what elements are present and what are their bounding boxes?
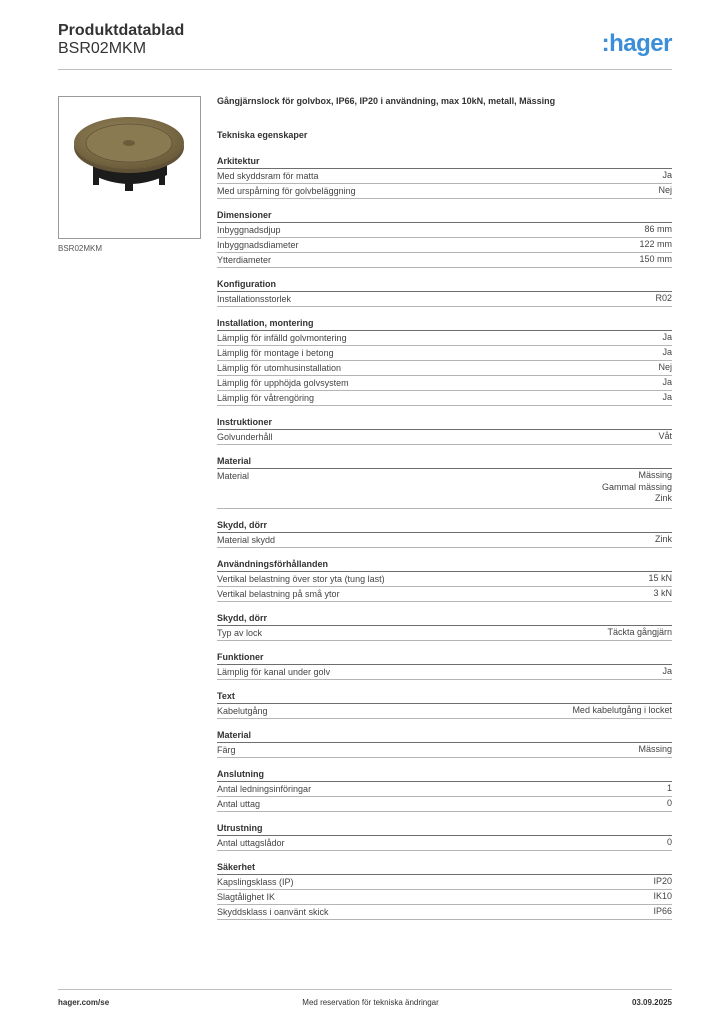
spec-row — [217, 743, 672, 758]
section-title: Funktioner — [217, 650, 672, 665]
spec-label: Slagtålighet IK — [217, 891, 276, 902]
spec-value-line: Gammal mässing — [601, 481, 672, 492]
spec-value — [638, 744, 672, 756]
spec-row — [217, 331, 672, 346]
spec-label: Skyddsklass i oanvänt skick — [217, 906, 329, 917]
spec-row — [217, 875, 672, 890]
spec-value-line: Ja — [662, 170, 672, 180]
spec-value-line: 0 — [666, 797, 672, 808]
section-title: Dimensioner — [217, 208, 672, 223]
spec-value — [667, 798, 672, 810]
spec-value — [639, 254, 672, 266]
spec-section — [217, 208, 672, 268]
spec-label: Kabelutgång — [217, 705, 268, 716]
spec-value-line: Täckta gångjärn — [607, 626, 672, 637]
spec-label: Vertikal belastning på små ytor — [217, 588, 340, 599]
spec-row — [217, 169, 672, 184]
spec-row — [217, 223, 672, 238]
spec-row — [217, 292, 672, 307]
spec-value-line: Mässing — [638, 743, 672, 754]
spec-label: Golvunderhåll — [217, 432, 273, 442]
spec-value — [662, 666, 672, 678]
spec-label: Lämplig för kanal under golv — [217, 666, 331, 677]
spec-label: Kapslingsklass (IP) — [217, 876, 294, 887]
spec-row — [217, 430, 672, 445]
spec-value — [662, 347, 672, 359]
spec-value-line: Ja — [662, 377, 672, 387]
section-title: Konfiguration — [217, 277, 672, 292]
footer-date: 03.09.2025 — [631, 998, 672, 1007]
spec-label: Lämplig för montage i betong — [217, 348, 334, 358]
spec-row — [217, 469, 672, 509]
spec-row — [217, 391, 672, 406]
spec-label: Material — [217, 471, 250, 481]
spec-row — [217, 665, 672, 680]
spec-value-line: IP20 — [653, 875, 672, 886]
technical-properties-heading: Tekniska egenskaper — [217, 130, 308, 140]
spec-row — [217, 626, 672, 641]
spec-section — [217, 728, 672, 758]
document-title: Produktdatablad — [58, 22, 185, 39]
spec-row — [217, 782, 672, 797]
spec-value-line: Ja — [662, 392, 672, 402]
spec-row — [217, 890, 672, 905]
spec-value — [572, 705, 672, 717]
spec-value-line: Zink — [654, 533, 672, 544]
spec-label: Lämplig för infälld golvmontering — [217, 333, 347, 343]
section-title: Säkerhet — [217, 860, 672, 875]
spec-label: Material skydd — [217, 534, 276, 545]
section-title: Användningsförhållanden — [217, 557, 672, 572]
spec-section — [217, 821, 672, 851]
spec-value — [653, 891, 672, 903]
section-title: Text — [217, 689, 672, 704]
spec-row — [217, 346, 672, 361]
section-title: Arkitektur — [217, 154, 672, 169]
spec-label: Lämplig för upphöjda golvsystem — [217, 378, 349, 388]
spec-sections — [217, 154, 672, 920]
spec-label: Med urspårning för golvbeläggning — [217, 186, 356, 196]
section-title: Utrustning — [217, 821, 672, 836]
spec-value-line: 122 mm — [639, 239, 672, 249]
spec-row — [217, 587, 672, 602]
image-caption: BSR02MKM — [58, 244, 103, 253]
spec-value-line: IP66 — [653, 905, 672, 916]
section-title: Anslutning — [217, 767, 672, 782]
section-title: Instruktioner — [217, 415, 672, 430]
spec-value-line: IK10 — [653, 890, 672, 901]
spec-row — [217, 905, 672, 920]
footer-note: Med reservation för tekniska ändringar — [302, 998, 439, 1007]
spec-value — [653, 588, 672, 600]
spec-value-line: Ja — [662, 332, 672, 342]
spec-section — [217, 454, 672, 509]
spec-row — [217, 361, 672, 376]
spec-value — [667, 837, 672, 849]
product-image — [58, 96, 201, 239]
spec-value — [658, 185, 672, 197]
page-header — [58, 22, 672, 70]
spec-row — [217, 704, 672, 719]
spec-section — [217, 689, 672, 719]
spec-value-line: 1 — [666, 782, 672, 793]
spec-value-line: Med kabelutgång i locket — [572, 704, 672, 715]
spec-label: Vertikal belastning över stor yta (tung last) — [217, 573, 385, 584]
section-title: Skydd, dörr — [217, 611, 672, 626]
spec-value-line: Zink — [654, 493, 672, 503]
spec-row — [217, 572, 672, 587]
spec-value — [639, 239, 672, 251]
spec-label: Lämplig för våtrengöring — [217, 393, 315, 403]
spec-value-line: Ja — [662, 347, 672, 357]
spec-value — [662, 392, 672, 404]
spec-row — [217, 253, 672, 268]
section-title: Material — [217, 454, 672, 469]
spec-row — [217, 533, 672, 548]
spec-label: Lämplig för utomhusinstallation — [217, 363, 342, 373]
floor-box-lid-illustration — [59, 97, 200, 238]
spec-value — [653, 876, 672, 888]
spec-value — [662, 377, 672, 389]
spec-section — [217, 557, 672, 602]
spec-value — [607, 627, 672, 639]
spec-value — [655, 293, 672, 305]
spec-value-line: 86 mm — [644, 224, 672, 234]
spec-row — [217, 836, 672, 851]
spec-row — [217, 184, 672, 199]
spec-label: Med skyddsram för matta — [217, 171, 319, 181]
spec-value-line: 3 kN — [653, 587, 672, 598]
spec-section — [217, 767, 672, 812]
spec-value-line: 0 — [666, 836, 672, 847]
section-title: Installation, montering — [217, 316, 672, 331]
page-footer — [58, 989, 672, 1007]
spec-label: Inbyggnadsdjup — [217, 225, 281, 235]
spec-row — [217, 376, 672, 391]
spec-value-line: Våt — [658, 431, 672, 441]
spec-label: Typ av lock — [217, 627, 263, 638]
spec-value — [658, 431, 672, 443]
spec-value-line: Mässing — [638, 470, 672, 480]
spec-value-line: 150 mm — [639, 254, 672, 264]
spec-row — [217, 797, 672, 812]
specifications — [217, 95, 672, 929]
spec-section — [217, 277, 672, 307]
spec-value-line: 15 kN — [648, 572, 672, 583]
spec-label: Färg — [217, 744, 236, 755]
spec-section — [217, 316, 672, 406]
spec-section — [217, 518, 672, 548]
spec-value — [662, 170, 672, 182]
spec-value — [667, 783, 672, 795]
spec-row — [217, 238, 672, 253]
spec-label: Inbyggnadsdiameter — [217, 240, 299, 250]
spec-value-line: R02 — [655, 293, 672, 303]
spec-value-line: Nej — [658, 185, 672, 195]
spec-value — [655, 534, 672, 546]
product-description: Gångjärnslock för golvbox, IP66, IP20 i användning, max 10kN, metall, Mässing — [217, 96, 556, 106]
spec-value — [658, 362, 672, 374]
spec-label: Ytterdiameter — [217, 255, 272, 265]
spec-section — [217, 611, 672, 641]
spec-section — [217, 860, 672, 920]
document-subtitle: BSR02MKM — [58, 40, 147, 57]
spec-label: Antal uttagslådor — [217, 837, 285, 848]
spec-label: Antal uttag — [217, 798, 261, 809]
section-title: Skydd, dörr — [217, 518, 672, 533]
footer-website: hager.com/se — [58, 998, 110, 1007]
spec-label: Installationsstorlek — [217, 294, 292, 304]
spec-section — [217, 650, 672, 680]
spec-label: Antal ledningsinföringar — [217, 783, 312, 794]
hager-logo: :hager — [601, 30, 672, 57]
spec-value-line: Nej — [658, 362, 672, 372]
spec-value — [653, 906, 672, 918]
spec-value — [602, 470, 672, 505]
spec-value — [644, 224, 672, 236]
spec-value — [662, 332, 672, 344]
spec-section — [217, 415, 672, 445]
spec-value — [648, 573, 672, 585]
section-title: Material — [217, 728, 672, 743]
spec-value-line: Ja — [662, 665, 672, 676]
spec-section — [217, 154, 672, 199]
